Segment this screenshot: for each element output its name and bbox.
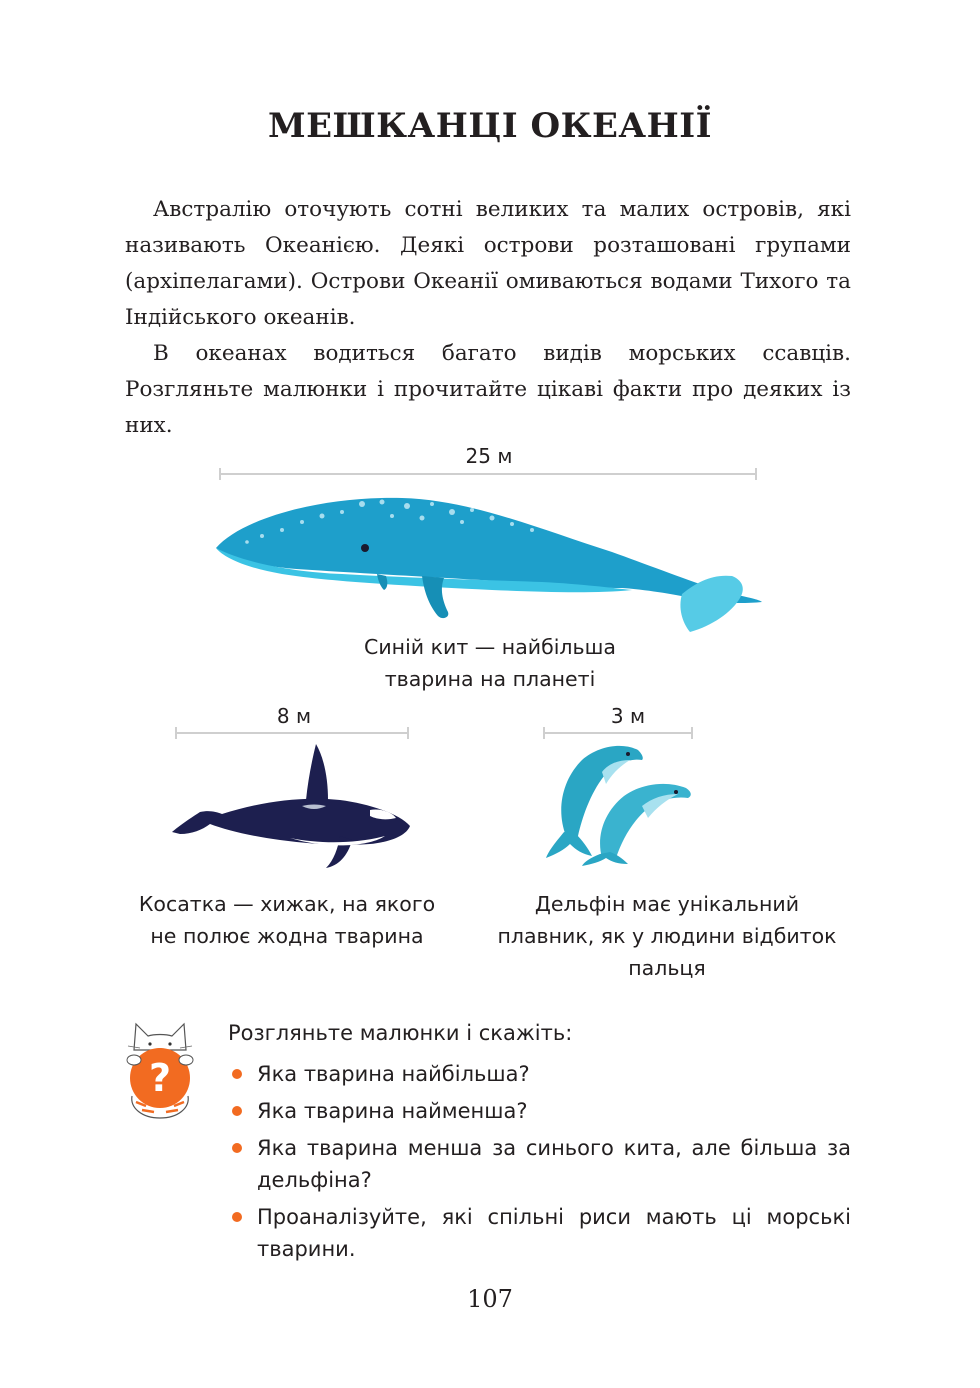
question-mark-glyph: ? <box>148 1056 172 1100</box>
dolphin-length-label: 3 м <box>610 704 646 728</box>
intro-paragraph-2: В океанах водиться багато видів морських ссавців. Розгляньте малюнки і прочитайте цікаві факти про деяких із них. <box>125 341 851 438</box>
question-item: Яка тварина менша за синього кита, але більша за дельфіна? <box>228 1132 851 1196</box>
orca-scale-bar <box>174 725 410 741</box>
whale-length-label: 25 м <box>465 444 513 468</box>
dolphin-caption-line-3: пальця <box>628 956 706 980</box>
dolphins-illustration <box>542 740 696 866</box>
cat-question-icon <box>122 1016 198 1120</box>
orca-caption-line-2: не полює жодна тварина <box>150 924 424 948</box>
intro-paragraph-1: Австралію оточують сотні великих та малих островів, які називають Океанією. Деякі острови розташовані групами (архіпелагами). Острови Океанії омиваються водами Тихого та Індійського океанів. <box>125 197 851 330</box>
page-title: МЕШКАНЦІ ОКЕАНІЇ <box>267 106 713 146</box>
orca-caption-line-1: Косатка — хижак, на якого <box>138 892 436 916</box>
whale-caption-line-2: тварина на планеті <box>384 667 596 691</box>
question-item: Яка тварина найменша? <box>228 1095 851 1127</box>
whale-caption <box>300 631 680 695</box>
page-number: 107 <box>467 1285 513 1313</box>
orca-length-label: 8 м <box>276 704 312 728</box>
question-item: Проаналізуйте, які спільні риси мають ці морські тварини. <box>228 1201 851 1265</box>
orca-illustration <box>170 740 412 872</box>
orca-caption <box>120 888 454 952</box>
whale-caption-line-1: Синій кит — найбільша <box>364 635 616 659</box>
question-item: Яка тварина найбільша? <box>228 1058 851 1090</box>
task-prompt: Розгляньте малюнки і скажіть: <box>228 1021 573 1045</box>
dolphin-caption <box>480 888 854 984</box>
dolphin-caption-line-2: плавник, як у людини відбиток <box>497 924 837 948</box>
dolphin-scale-bar <box>542 725 694 741</box>
blue-whale-illustration <box>212 490 768 632</box>
dolphin-caption-line-1: Дельфін має унікальний <box>534 892 800 916</box>
question-list <box>228 1058 851 1270</box>
whale-scale-bar <box>218 466 758 482</box>
